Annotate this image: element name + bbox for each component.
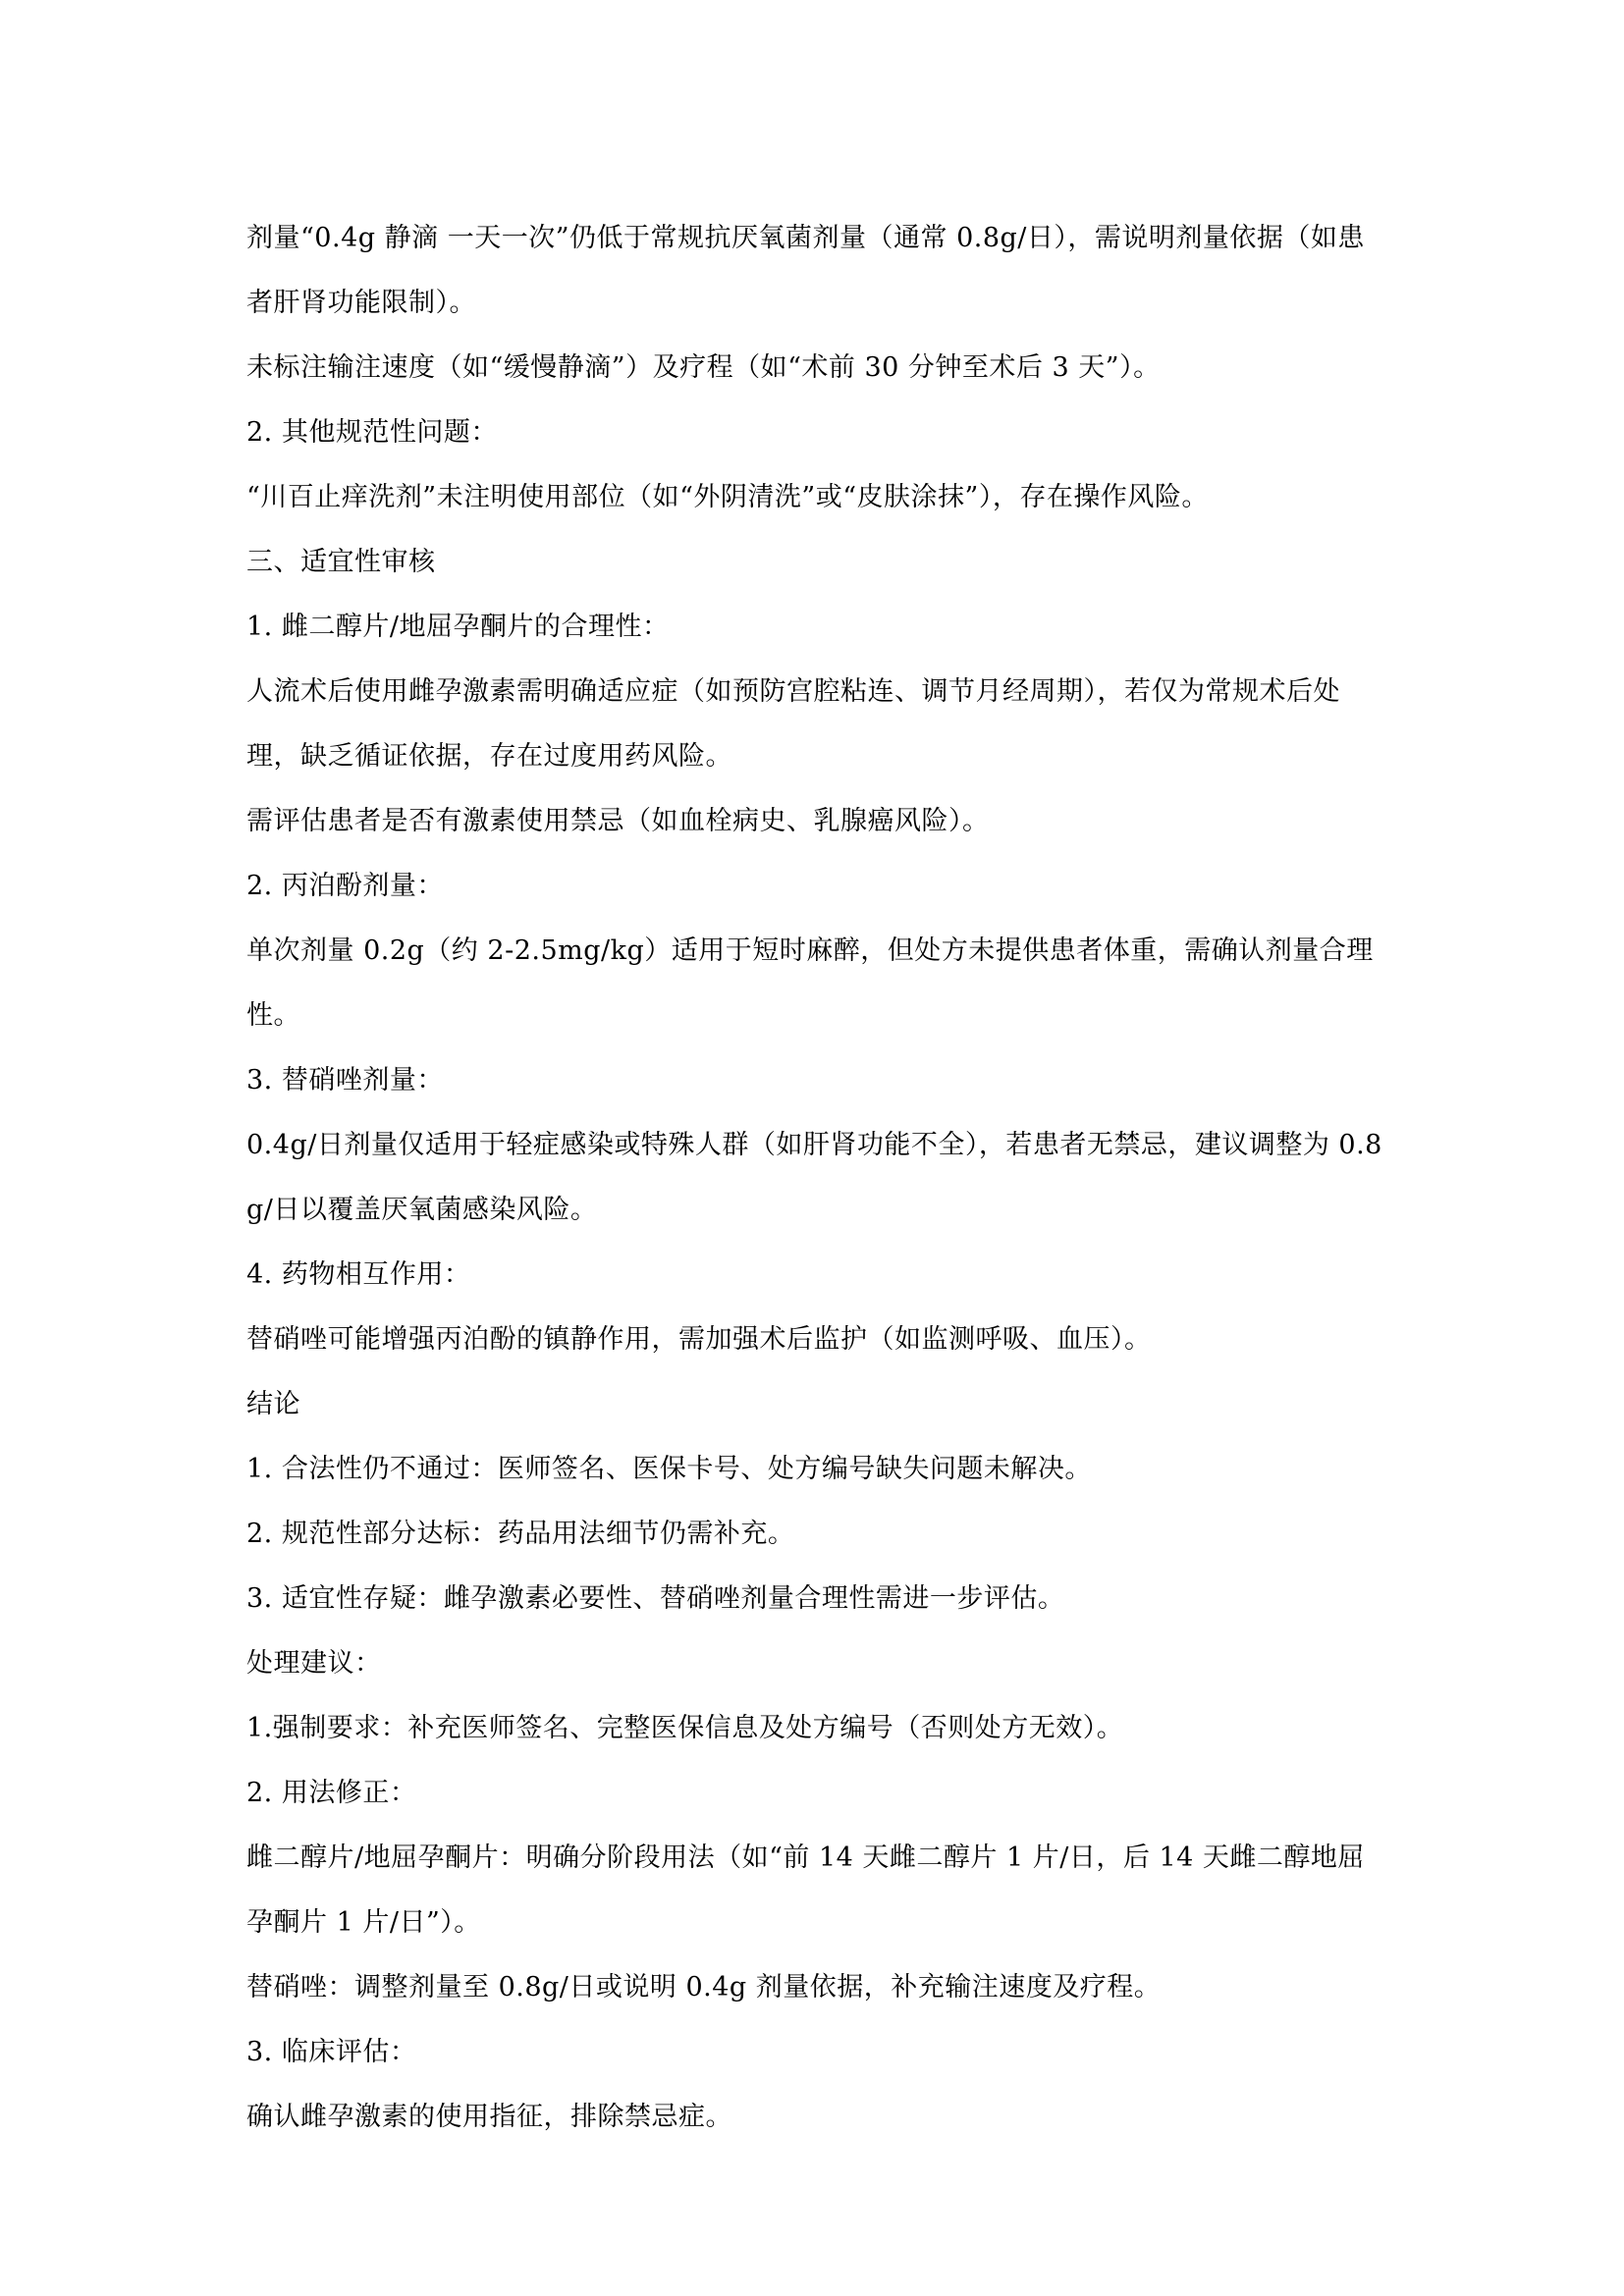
paragraph-interaction-note: 替硝唑可能增强丙泊酚的镇静作用，需加强术后监护（如监测呼吸、血压）。 bbox=[246, 1324, 1152, 1355]
paragraph-clinical-eval-heading: 3. 临床评估： bbox=[246, 2037, 417, 2067]
paragraph-other-issues-heading: 2. 其他规范性问题： bbox=[246, 417, 498, 448]
paragraph-propofol-heading: 2. 丙泊酚剂量： bbox=[246, 871, 444, 901]
paragraph-hormone-contraindication: 需评估患者是否有激素使用禁忌（如血栓病史、乳腺癌风险）。 bbox=[246, 806, 990, 836]
paragraph-usage-tinidazole: 替硝唑：调整剂量至 0.8g/日或说明 0.4g 剂量依据，补充输注速度及疗程。 bbox=[246, 1972, 1162, 2002]
section-heading-recommendations: 处理建议： bbox=[246, 1648, 382, 1679]
paragraph-dose-note: 剂量“0.4g 静滴 一天一次”仍低于常规抗厌氧菌剂量（通常 0.8g/日），需说明剂量依据（如患者肝肾功能限制）。 bbox=[246, 223, 1365, 318]
paragraph-hormone-heading: 1. 雌二醇片/地屈孕酮片的合理性： bbox=[246, 612, 670, 642]
paragraph-clinical-eval-note: 确认雌孕激素的使用指征，排除禁忌症。 bbox=[246, 2102, 732, 2132]
paragraph-lotion-note: “川百止痒洗剂”未注明使用部位（如“外阴清洗”或“皮肤涂抹”），存在操作风险。 bbox=[246, 482, 1209, 512]
paragraph-conclusion-appropriateness: 3. 适宜性存疑：雌孕激素必要性、替硝唑剂量合理性需进一步评估。 bbox=[246, 1583, 1065, 1614]
paragraph-propofol-dose: 单次剂量 0.2g（约 2-2.5mg/kg）适用于短时麻醉，但处方未提供患者体重，需确认剂量合理性。 bbox=[246, 935, 1374, 1031]
section-heading-conclusion: 结论 bbox=[246, 1389, 300, 1419]
paragraph-tinidazole-heading: 3. 替硝唑剂量： bbox=[246, 1065, 444, 1095]
paragraph-conclusion-legality: 1. 合法性仍不通过：医师签名、医保卡号、处方编号缺失问题未解决。 bbox=[246, 1454, 1092, 1484]
paragraph-conclusion-standard: 2. 规范性部分达标：药品用法细节仍需补充。 bbox=[246, 1519, 795, 1549]
paragraph-usage-hormone: 雌二醇片/地屈孕酮片：明确分阶段用法（如“前 14 天雌二醇片 1 片/日，后 14 天雌二醇地屈孕酮片 1 片/日”）。 bbox=[246, 1842, 1365, 1938]
paragraph-tinidazole-dose: 0.4g/日剂量仅适用于轻症感染或特殊人群（如肝肾功能不全），若患者无禁忌，建议调整为 0.8g/日以覆盖厌氧菌感染风险。 bbox=[246, 1130, 1382, 1225]
document-page bbox=[246, 206, 1385, 2150]
section-heading-appropriateness: 三、适宜性审核 bbox=[246, 547, 436, 577]
paragraph-infusion-note: 未标注输注速度（如“缓慢静滴”）及疗程（如“术前 30 分钟至术后 3 天”）。 bbox=[246, 352, 1161, 383]
paragraph-usage-correction-heading: 2. 用法修正： bbox=[246, 1778, 417, 1808]
paragraph-interaction-heading: 4. 药物相互作用： bbox=[246, 1259, 471, 1290]
paragraph-hormone-indication: 人流术后使用雌孕激素需明确适应症（如预防宫腔粘连、调节月经周期），若仅为常规术后处理，缺乏循证依据，存在过度用药风险。 bbox=[246, 676, 1340, 772]
paragraph-recommend-mandatory: 1.强制要求：补充医师签名、完整医保信息及处方编号（否则处方无效）。 bbox=[246, 1713, 1124, 1743]
